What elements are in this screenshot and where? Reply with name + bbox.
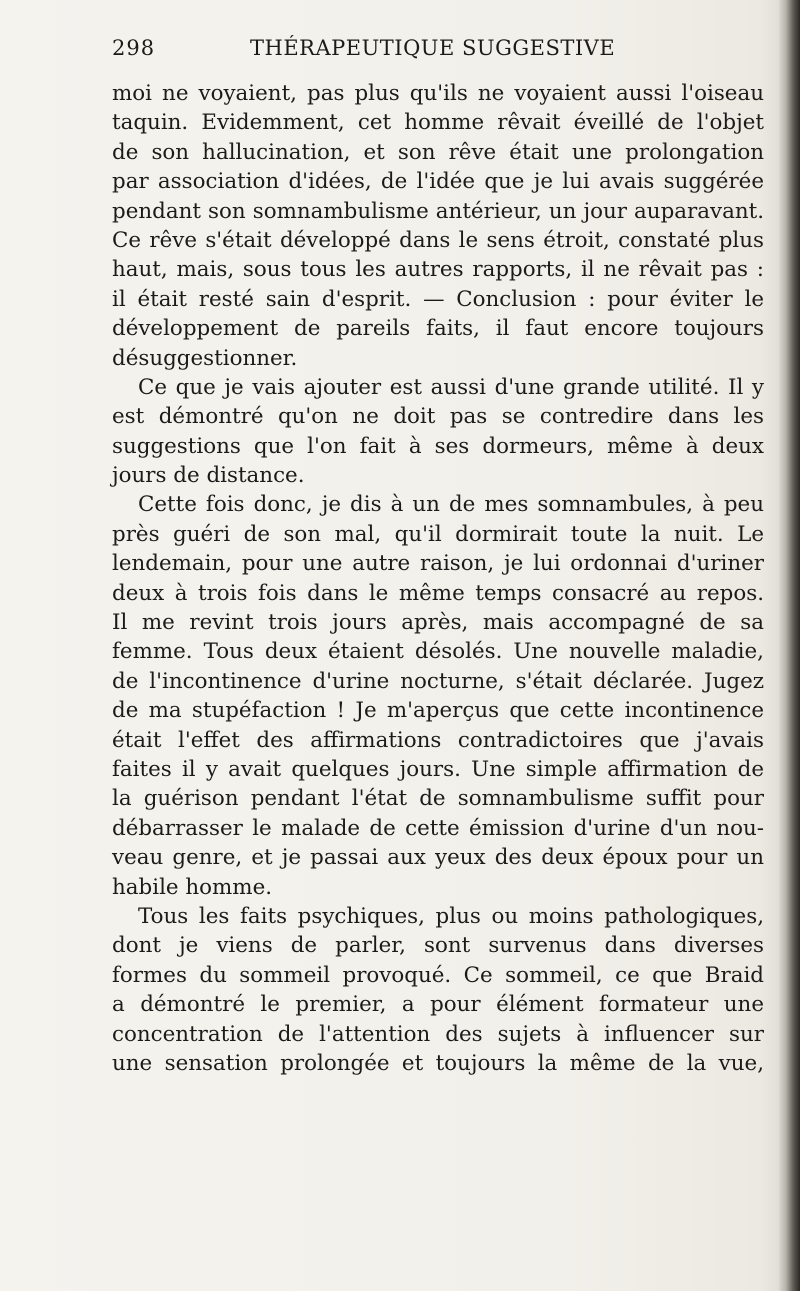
- text-line: jours de distance.: [112, 463, 305, 489]
- text-line: deux à trois fois dans le même temps consacré au repos.: [112, 580, 764, 606]
- text-line: par association d'idées, de l'idée que je lui avais suggérée: [112, 169, 764, 195]
- text-line: était l'effet des affirmations contradictoires que j'avais: [112, 727, 764, 753]
- running-title: THÉRAPEUTIQUE SUGGESTIVE: [250, 36, 616, 60]
- page-number: 298: [112, 36, 156, 60]
- text-line: taquin. Evidemment, cet homme rêvait éveillé de l'objet: [112, 110, 764, 136]
- text-line: Ce que je vais ajouter est aussi d'une grande utilité. Il y: [138, 374, 764, 400]
- text-line: débarrasser le malade de cette émission d'urine d'un nou-: [112, 815, 764, 841]
- text-line: concentration de l'attention des sujets à influencer sur: [112, 1021, 764, 1047]
- text-line: développement de pareils faits, il faut encore toujours: [112, 316, 764, 342]
- text-line: pendant son somnambulisme antérieur, un jour auparavant.: [112, 198, 764, 224]
- text-line: une sensation prolongée et toujours la même de la vue,: [112, 1050, 764, 1076]
- text-line: lendemain, pour une autre raison, je lui ordonnai d'uriner: [112, 551, 764, 577]
- binding-edge: [778, 0, 800, 1291]
- page-header: [112, 36, 752, 66]
- text-line: suggestions que l'on fait à ses dormeurs, même à deux: [112, 433, 764, 459]
- text-line: près guéri de son mal, qu'il dormirait toute la nuit. Le: [112, 521, 764, 547]
- text-line: de l'incontinence d'urine nocturne, s'était déclarée. Jugez: [112, 668, 764, 694]
- text-line: Ce rêve s'était développé dans le sens étroit, constaté plus: [112, 227, 764, 253]
- text-line: haut, mais, sous tous les autres rapports, il ne rêvait pas :: [112, 257, 764, 283]
- text-line: Il me revint trois jours après, mais accompagné de sa: [112, 610, 764, 636]
- text-line: a démontré le premier, a pour élément formateur une: [112, 992, 764, 1018]
- text-line: est démontré qu'on ne doit pas se contredire dans les: [112, 404, 764, 430]
- text-line: désuggestionner.: [112, 345, 298, 371]
- text-line: la guérison pendant l'état de somnambulisme suffit pour: [112, 786, 764, 812]
- text-line: moi ne voyaient, pas plus qu'ils ne voyaient aussi l'oiseau: [112, 81, 764, 106]
- text-line: il était resté sain d'esprit. — Conclusion : pour éviter le: [112, 286, 764, 312]
- text-line: Cette fois donc, je dis à un de mes somnambules, à peu: [138, 492, 764, 518]
- text-line: Tous les faits psychiques, plus ou moins pathologiques,: [138, 903, 764, 929]
- text-line: femme. Tous deux étaient désolés. Une nouvelle maladie,: [112, 639, 764, 665]
- body-text: [112, 79, 764, 1078]
- text-line: dont je viens de parler, sont survenus dans diverses: [112, 933, 764, 959]
- text-line: veau genre, et je passai aux yeux des deux époux pour un: [112, 845, 764, 871]
- text-line: faites il y avait quelques jours. Une simple affirmation de: [112, 756, 764, 782]
- text-line: habile homme.: [112, 874, 273, 900]
- text-line: de ma stupéfaction ! Je m'aperçus que cette incontinence: [112, 698, 764, 724]
- text-line: formes du sommeil provoqué. Ce sommeil, ce que Braid: [112, 962, 764, 988]
- text-line: de son hallucination, et son rêve était une prolongation: [112, 139, 764, 165]
